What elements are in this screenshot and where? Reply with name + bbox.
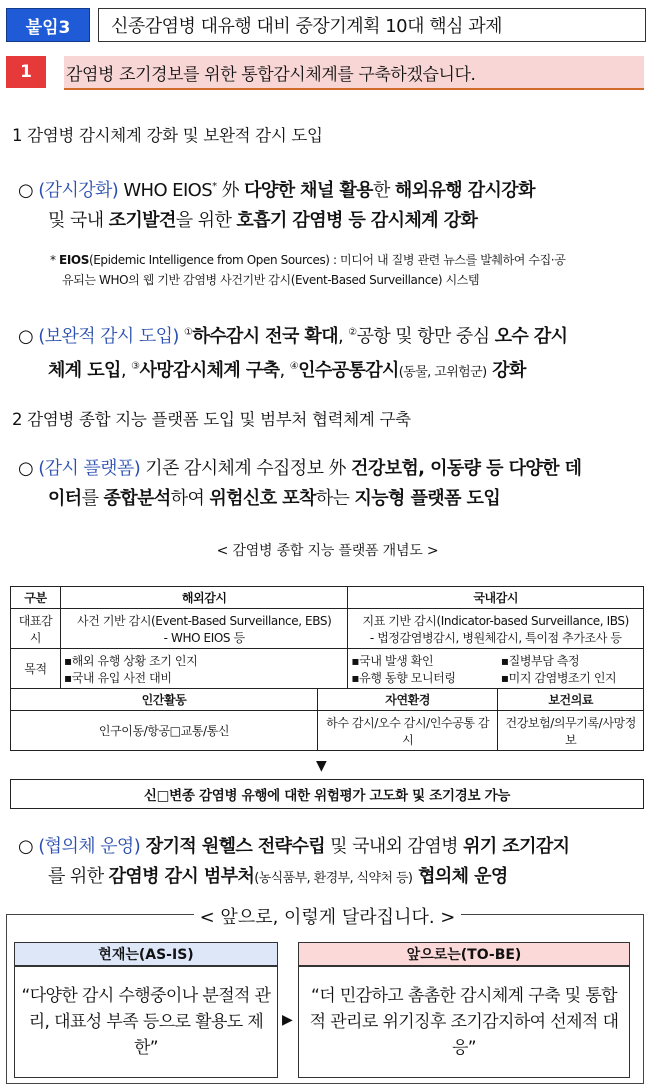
item-tag: (협의체 운영): [38, 836, 141, 857]
item-surveillance-platform: [18, 454, 650, 514]
item-bold: 해외유행 감시강화: [394, 180, 535, 201]
item-text: 를 위한: [48, 866, 109, 887]
footnote-text: 유되는 WHO의 웹 기반 감염병 사건기반 감시(Event-Based Surveillance) 시스템: [62, 273, 480, 287]
to-be-header: 앞으로는(TO-BE): [298, 942, 630, 966]
item-bold: 감염병 감시 범부처: [108, 866, 255, 887]
bullet: ○: [18, 458, 34, 479]
table-cell: [348, 649, 498, 689]
item-bold: 종합분석: [103, 488, 171, 509]
conclusion-box: 신□변종 감염병 유행에 대한 위험평가 고도화 및 조기경보 가능: [10, 779, 644, 809]
footnote-text: (Epidemic Intelligence from Open Sources) : 미디어 내 질병 관련 뉴스를 발췌하여 수집·공: [88, 253, 566, 267]
platform-concept-table: [10, 586, 644, 751]
item-bold: 협의체 운영: [412, 866, 508, 887]
table-cell: 인구이동/항공□교통/통신: [11, 711, 318, 751]
item-tag: (감시강화): [38, 180, 119, 201]
item-bold: 하수감시 전국 확대: [192, 326, 338, 347]
item-small: (동물, 고위험군): [398, 365, 487, 380]
footnote-eios: [50, 250, 650, 290]
item-complementary-surveillance: ○ (보완적 감시 도입) ①하수감시 전국 확대, ②공항 및 항만 중심 오수 감시 체계 도입, ③사망감시체계 구축, ④인수공통감시(동물, 고위험군) 강화: [18, 326, 568, 381]
item-text: 을 위한: [175, 210, 237, 231]
as-is-box: “다양한 감시 수행중이나 분절적 관리, 대표성 부족 등으로 활용도 제한”: [14, 966, 278, 1078]
item-council-operation: [18, 832, 650, 894]
item-text: 기존 감시체계 수집정보 外: [140, 458, 352, 479]
item-bold: 강화: [486, 360, 526, 381]
item-text: 하는: [315, 488, 355, 509]
table-cell-text: 사건 기반 감시(Event-Based Surveillance, EBS): [77, 613, 332, 628]
item-bold: 장기적 원헬스 전략수립: [140, 836, 326, 857]
table-cell-text: ▪해외 유행 상황 조기 인지: [64, 653, 198, 668]
table-header: 구분: [11, 587, 61, 609]
as-is-header: 현재는(AS-IS): [14, 942, 278, 966]
heading-underline: [64, 88, 644, 90]
table-header: 자연환경: [317, 689, 497, 711]
table-cell-text: 지표 기반 감시(Indicator-based Surveillance, IBS): [362, 613, 629, 628]
item-bold: 호흡기 감염병 등 감시체계 강화: [236, 210, 478, 231]
item-bold: 오수 감시: [494, 326, 568, 347]
item-text: 및 국내: [48, 210, 109, 231]
table-header: 해외감시: [61, 587, 348, 609]
down-arrow-icon: ▼: [316, 758, 327, 774]
footnote-term: EIOS: [59, 253, 89, 267]
item-tag: (보완적 감시 도입): [38, 326, 179, 347]
footnote-mark: *: [50, 253, 56, 267]
diagram-caption: < 감염병 종합 지능 플랫폼 개념도 >: [216, 543, 439, 559]
item-bold: 체계 도입: [48, 360, 121, 381]
item-text: 한: [372, 180, 395, 201]
table-header: 인간활동: [11, 689, 318, 711]
circled-number: ①: [183, 327, 193, 338]
subsection-2-title: 2 감염병 종합 지능 플랫폼 도입 및 범부처 협력체계 구축: [12, 410, 411, 429]
table-cell-text: ▪유행 동향 모니터링: [351, 670, 456, 685]
item-bold: 다양한 채널 활용: [244, 180, 373, 201]
item-text: 를: [81, 488, 104, 509]
item-text: 및 국내외 감염병: [325, 836, 464, 857]
table-header: 보건의료: [498, 689, 644, 711]
page-title: 신종감염병 대유행 대비 중장기계획 10대 핵심 과제: [98, 8, 646, 42]
table-cell: [348, 609, 644, 649]
table-row-label: 대표감시: [11, 609, 61, 649]
circled-number: ④: [289, 361, 299, 372]
table-cell: [498, 649, 644, 689]
item-bold: 조기발견: [108, 210, 176, 231]
item-bold: 사망감시체계 구축: [139, 360, 280, 381]
circled-number: ③: [131, 361, 140, 372]
bullet: ○: [18, 326, 34, 347]
to-be-box: “더 민감하고 촘촘한 감시체계 구축 및 통합적 관리로 위기징후 조기감지하여 선제적 대응”: [298, 966, 630, 1078]
table-cell-text: - WHO EIOS 등: [163, 630, 245, 645]
item-text: 하여: [170, 488, 210, 509]
circled-number: ②: [348, 327, 357, 338]
item-bold: 위기 조기감지: [463, 836, 570, 857]
item-tag: (감시 플랫폼): [38, 458, 141, 479]
item-text: WHO EIOS: [118, 180, 213, 201]
footnote-mark: *: [212, 181, 217, 192]
item-text: 外: [216, 180, 245, 201]
table-cell-text: - 법정감염병감시, 병원체감시, 특이점 추가조사 등: [369, 630, 622, 645]
attachment-badge: 붙임3: [6, 8, 90, 42]
future-title-text: < 앞으로, 이렇게 달라집니다. >: [194, 907, 462, 928]
right-arrow-icon: ▶: [282, 1012, 293, 1028]
table-cell: [61, 609, 348, 649]
table-cell: 건강보험/의무기록/사망정보: [498, 711, 644, 751]
bullet: ○: [18, 180, 34, 201]
item-surveillance-strengthening: [18, 172, 650, 236]
table-cell: [61, 649, 348, 689]
table-cell-text: ▪질병부담 측정: [500, 653, 580, 668]
table-cell-text: ▪미지 감염병조기 인지: [500, 670, 617, 685]
item-bold: 건강보험, 이동량 등 다양한 데: [351, 458, 582, 479]
table-header: 국내감시: [348, 587, 644, 609]
item-bold: 지능형 플랫폼 도입: [354, 488, 501, 509]
item-bold: 이터: [48, 488, 82, 509]
bullet: ○: [18, 836, 34, 857]
item-small: (농식품부, 환경부, 식약처 등): [254, 871, 413, 886]
subsection-1-title: 1 감염병 감시체계 강화 및 보완적 감시 도입: [12, 126, 323, 145]
section-heading: 감염병 조기경보를 위한 통합감시체계를 구축하겠습니다.: [64, 56, 644, 88]
item-text: 공항 및 항만 중심: [356, 326, 495, 347]
section-number-badge: 1: [6, 56, 46, 88]
item-bold: 위험신호 포착: [209, 488, 316, 509]
table-cell: 하수 감시/오수 감시/인수공통 감시: [317, 711, 497, 751]
table-row-label: 목적: [11, 649, 61, 689]
table-cell-text: ▪국내 발생 확인: [351, 653, 434, 668]
item-bold: 인수공통감시: [298, 360, 399, 381]
future-title: [0, 903, 655, 929]
table-cell-text: ▪국내 유입 사전 대비: [64, 670, 172, 685]
